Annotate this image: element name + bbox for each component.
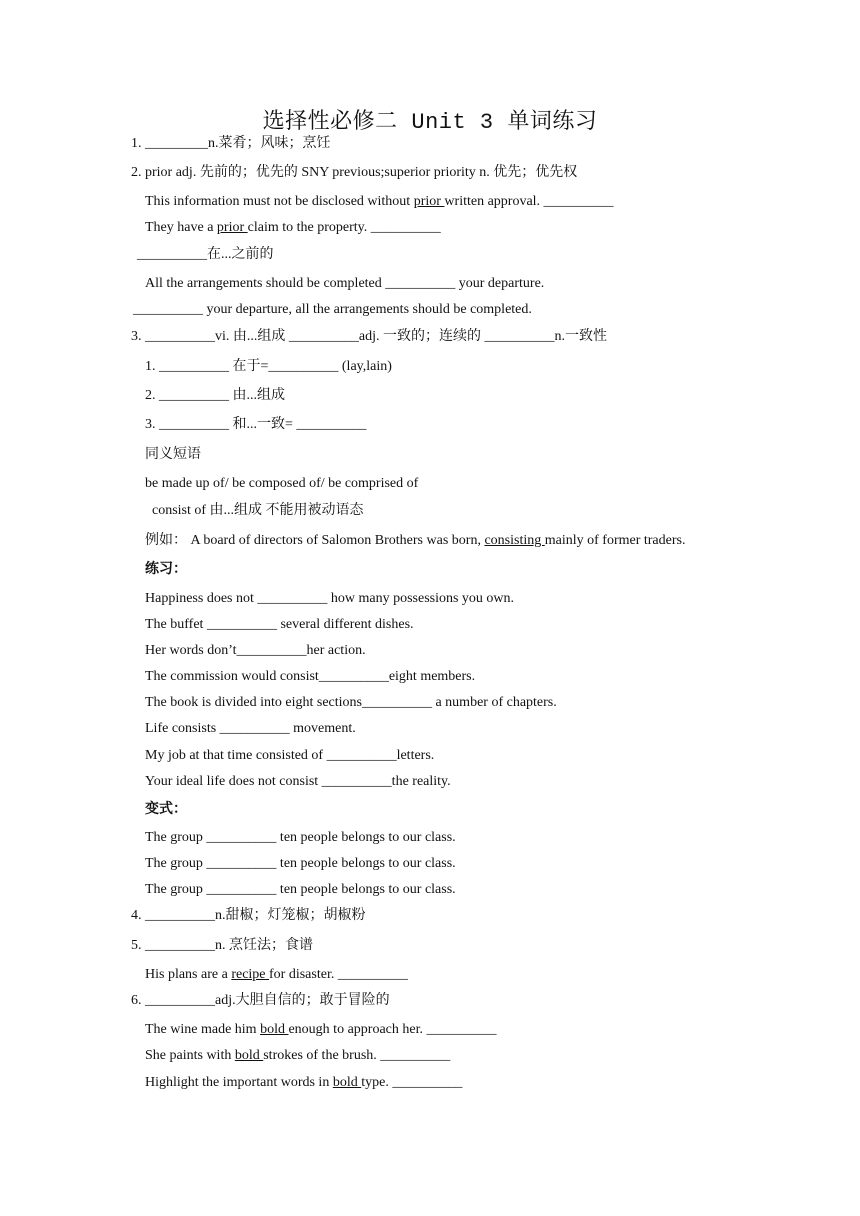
title-unit: Unit 3 — [397, 110, 508, 135]
text-segment: written approval. __________ — [444, 194, 614, 209]
practice-sentence: The book is divided into eight sections__________ a number of chapters. — [145, 695, 557, 710]
variation-sentence: The group __________ ten people belongs to our class. — [145, 830, 456, 845]
item-6-line: 6. __________adj.大胆自信的；敢于冒险的 — [131, 993, 390, 1008]
practice-sentence: My job at that time consisted of __________letters. — [145, 748, 435, 763]
practice-sentence: Happiness does not __________ how many possessions you own. — [145, 591, 515, 606]
prior-to-blank: __________在...之前的 — [137, 247, 274, 262]
bold-example-3 — [145, 1074, 462, 1092]
text-segment: mainly of former traders. — [544, 533, 686, 548]
variation-sentence: The group __________ ten people belongs to our class. — [145, 882, 456, 897]
text-segment: claim to the property. __________ — [247, 220, 441, 235]
text-segment: type. __________ — [361, 1075, 463, 1090]
underlined-word: bold — [332, 1075, 362, 1090]
recipe-example — [145, 966, 408, 984]
variation-heading: 变式： — [145, 802, 187, 817]
arrangements-sentence-2: __________ your departure, all the arrangements should be completed. — [133, 302, 532, 317]
underlined-word: recipe — [231, 967, 270, 982]
text-segment: enough to approach her. __________ — [288, 1022, 497, 1037]
bold-example-2 — [145, 1047, 450, 1065]
prior-example-2 — [145, 219, 441, 237]
item-1-line: 1. _________n.菜肴；风味；烹饪 — [131, 136, 331, 151]
text-segment: The wine made him — [145, 1022, 261, 1037]
practice-sentence: Life consists __________ movement. — [145, 721, 356, 736]
bold-example-1 — [145, 1021, 496, 1039]
variation-sentence: The group __________ ten people belongs to our class. — [145, 856, 456, 871]
underlined-word: bold — [260, 1022, 289, 1037]
text-segment: Highlight the important words in — [145, 1075, 333, 1090]
example-sentence — [145, 532, 685, 550]
phrase-3: 3. __________ 和...一致= __________ — [145, 417, 367, 432]
synonym-heading: 同义短语 — [145, 447, 201, 462]
text-segment: His plans are a — [145, 967, 232, 982]
practice-sentence: The commission would consist__________eight members. — [145, 669, 476, 684]
synonym-phrases: be made up of/ be composed of/ be comprised of — [145, 476, 419, 491]
item-3-line: 3. __________vi. 由...组成 __________adj. 一致的；连续的 __________n.一致性 — [131, 329, 607, 344]
practice-sentence: Her words don’t__________her action. — [145, 643, 366, 658]
item-2-line: 2. prior adj. 先前的；优先的 SNY previous;superior priority n. 优先；优先权 — [131, 165, 578, 180]
phrase-2: 2. __________ 由...组成 — [145, 388, 285, 403]
item-4-line: 4. __________n.甜椒；灯笼椒；胡椒粉 — [131, 908, 366, 923]
practice-heading: 练习： — [145, 562, 187, 577]
underlined-word: prior — [413, 194, 445, 209]
text-segment: 例如： A board of directors of Salomon Brothers was born, — [145, 533, 485, 548]
underlined-word: consisting — [484, 533, 545, 548]
consist-of-note: consist of 由...组成 不能用被动语态 — [152, 503, 364, 518]
phrase-1: 1. __________ 在于=__________ (lay,lain) — [145, 359, 392, 374]
underlined-word: bold — [234, 1048, 264, 1063]
text-segment: This information must not be disclosed without — [145, 194, 414, 209]
text-segment: They have a — [145, 220, 217, 235]
prior-example-1 — [145, 193, 614, 211]
item-5-line: 5. __________n. 烹饪法；食谱 — [131, 938, 313, 953]
text-segment: strokes of the brush. __________ — [263, 1048, 451, 1063]
title-chinese-left: 选择性必修二 — [262, 108, 398, 133]
practice-sentence: The buffet __________ several different dishes. — [145, 617, 414, 632]
page-title — [0, 104, 860, 135]
title-chinese-right: 单词练习 — [507, 108, 598, 133]
underlined-word: prior — [216, 220, 248, 235]
arrangements-sentence-1: All the arrangements should be completed __________ your departure. — [145, 276, 545, 291]
text-segment: She paints with — [145, 1048, 235, 1063]
practice-sentence: Your ideal life does not consist __________the reality. — [145, 774, 451, 789]
text-segment: for disaster. __________ — [269, 967, 408, 982]
